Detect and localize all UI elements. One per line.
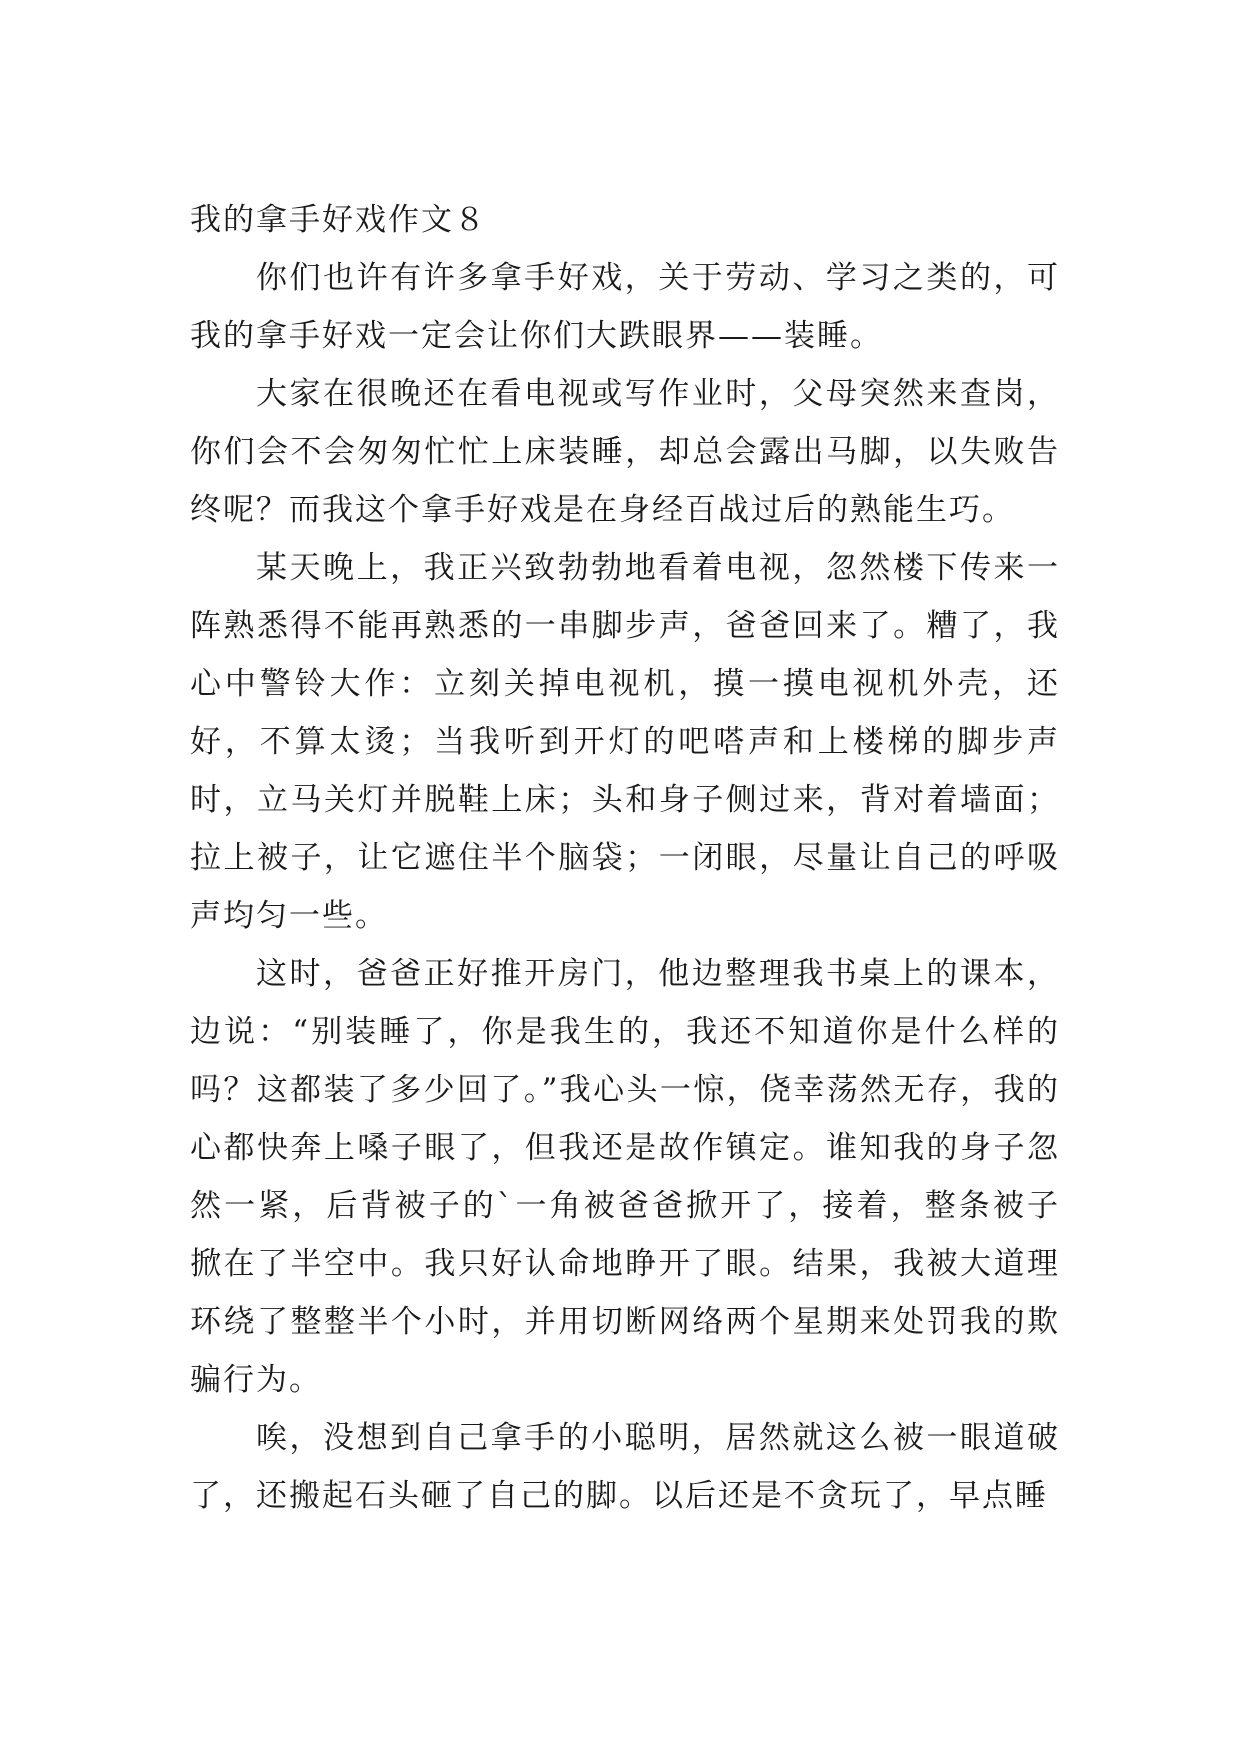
article-title: 我的拿手好戏作文８ xyxy=(190,202,487,238)
paragraph-3: 某天晚上，我正兴致勃勃地看着电视，忽然楼下传来一阵熟悉得不能再熟悉的一串脚步声，爸爸回来了。糟了，我心中警铃大作：立刻关掉电视机，摸一摸电视机外壳，还好，不算太烫；当我听到开灯的吧嗒声和上楼梯的脚步声时，立马关灯并脱鞋上床；头和身子侧过来，背对着墙面；拉上被子，让它遮住半个脑袋；一闭眼，尽量让自己的呼吸声均匀一些。 xyxy=(190,550,1060,934)
paragraph-1: 你们也许有许多拿手好戏，关于劳动、学习之类的，可我的拿手好戏一定会让你们大跌眼界——装睡。 xyxy=(190,260,1060,354)
article-body xyxy=(190,191,1060,1525)
paragraph-4: 这时，爸爸正好推开房门，他边整理我书桌上的课本，边说：“别装睡了，你是我生的，我还不知道你是什么样的吗？这都装了多少回了。”我心头一惊，侥幸荡然无存，我的心都快奔上嗓子眼了，但我还是故作镇定。谁知我的身子忽然一紧，后背被子的`一角被爸爸掀开了，接着，整条被子掀在了半空中。我只好认命地睁开了眼。结果，我被大道理环绕了整整半个小时，并用切断网络两个星期来处罚我的欺骗行为。 xyxy=(190,956,1060,1398)
paragraph-2: 大家在很晚还在看电视或写作业时，父母突然来查岗，你们会不会匆匆忙忙上床装睡，却总会露出马脚，以失败告终呢？而我这个拿手好戏是在身经百战过后的熟能生巧。 xyxy=(190,376,1060,528)
paragraph-5: 唉，没想到自己拿手的小聪明，居然就这么被一眼道破了，还搬起石头砸了自己的脚。以后还是不贪玩了，早点睡 xyxy=(190,1420,1060,1514)
